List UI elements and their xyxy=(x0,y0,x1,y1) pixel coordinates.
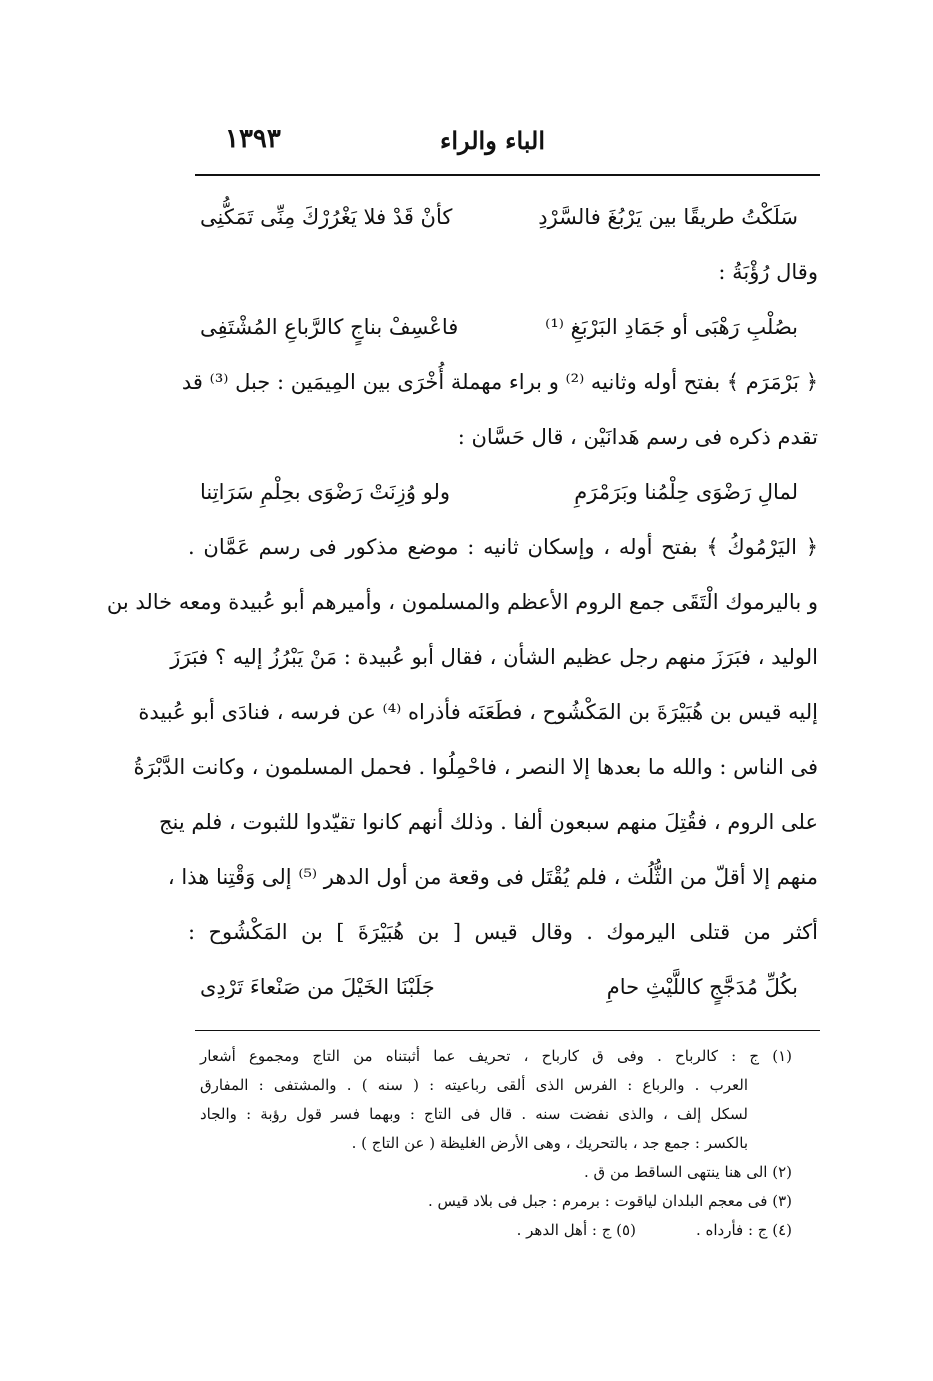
verse-line xyxy=(188,465,818,520)
text-line: وقال رُؤْبَةُ : xyxy=(718,260,818,284)
footnote-item: (٥) ج : أهل الدهر . xyxy=(516,1221,636,1239)
footnote-line: (١) ج : كالرباح . وفى ق كارباح ، تحريف عما أثبتناه من التاج ومجموع أشعار xyxy=(200,1047,792,1065)
text-line: ﴿ بَرْمَرَم ﴾ بفتح أوله وثانيه ⁽²⁾ و براء مهملة أُخْرَى بين المِيمَين : جبل ⁽³⁾ قد xyxy=(181,370,818,394)
running-title: الباء والراء xyxy=(440,126,545,155)
footnote-line: (٢) الى هنا ينتهى الساقط من ق . xyxy=(584,1163,792,1181)
verse-line xyxy=(188,960,818,1015)
text-line: و باليرموك الْتَقَى جمع الروم الأعظم والمسلمون ، وأميرهم أبو عُبيدة ومعه خالد بن xyxy=(106,590,818,614)
verse-line xyxy=(188,300,818,355)
page-number: ١٣٩٣ xyxy=(225,124,281,154)
footnote-item: (٤) ج : فأرداه . xyxy=(695,1221,792,1239)
text-line: ﴿ اليَرْمُوكُ ﴾ بفتح أوله ، وإسكان ثانيه : موضع مذكور فى رسم عَمَّان . xyxy=(188,535,818,559)
page-header xyxy=(185,120,825,170)
verse-hemistich-left: ولو وُزِنَتْ رَضْوَى بحِلْمِ سَرَاتِنا xyxy=(200,480,451,504)
footnotes xyxy=(200,1042,792,1245)
text-line: تقدم ذكره فى رسم هَدانَيْن ، قال حَسَّان : xyxy=(457,425,818,449)
footnote-rule xyxy=(195,1030,820,1031)
footnote-pair xyxy=(200,1216,792,1245)
main-text xyxy=(106,190,818,1015)
text-line: فى الناس : والله ما بعدها إلا النصر ، فاحْمِلُوا . فحمل المسلمون ، وكانت الدَّبْرَةُ xyxy=(133,755,818,779)
verse-hemistich-left: كأنْ قَدْ فلا يَغْرُرْكَ مِنِّى تَمَكُّنِى xyxy=(200,205,453,229)
verse-hemistich-right: بكُلِّ مُدَجَّجٍ كاللَّيْثِ حامِ xyxy=(606,975,798,999)
text-line: منهم إلا أقلّ من الثُّلُث ، فلم يُقْتَل فى وقعة من أول الدهر ⁽⁵⁾ إلى وَقْتِنا هذا ، xyxy=(167,865,818,889)
footnote-line: لسكل إلف ، والذى نفضت سنه . قال فى التاج : وبهما فسر قول رؤبة : والجاد xyxy=(200,1105,748,1123)
text-line: الوليد ، فبَرَزَ منهم رجل عظيم الشأن ، فقال أبو عُبيدة : مَنْ يَبْرُزُ إليه ؟ فبَرَزَ xyxy=(170,645,818,669)
verse-hemistich-right: بصُلْبِ رَهْبَى أو جَمَادِ البَرْبَغِ ⁽¹⁾ xyxy=(545,315,798,339)
verse-hemistich-left: جَلَبْنَا الخَيْلَ من صَنْعاءَ تَرْدِى xyxy=(200,975,435,999)
verse-hemistich-left: فاعْسِفْ بناجٍ كالرَّباعِ المُشْتَفِى xyxy=(200,315,459,339)
verse-line xyxy=(188,190,818,245)
verse-hemistich-right: سَلَكْتُ طريقًا بين يَرْبُغَ فالسَّرْدِ xyxy=(538,205,798,229)
header-rule xyxy=(195,174,820,176)
footnote-line: العرب . والرباع : الفرس الذى ألقى رباعيته : ( سنه ) . والمشتفى : المفارق xyxy=(200,1076,748,1094)
footnote-line: بالكسر : جمع جد ، بالتحريك ، وهى الأرض الغليظة ( عن التاج ) . xyxy=(351,1134,748,1152)
text-line: على الروم ، فقُتِلَ منهم سبعون ألفا . وذلك أنهم كانوا تقيّدوا للثبوت ، فلم ينج xyxy=(158,810,818,834)
text-line: إليه قيس بن هُبَيْرَةَ بن المَكْشُوح ، فطَعَنَه فأذراه ⁽⁴⁾ عن فرسه ، فنادَى أبو عُبيدة xyxy=(138,700,818,724)
text-line: أكثر من قتلى اليرموك . وقال قيس [ بن هُبَيْرَةَ ] بن المَكْشُوح : xyxy=(188,920,818,944)
footnote-line: (٣) فى معجم البلدان لياقوت : برمرم : جبل فى بلاد قيس . xyxy=(428,1192,792,1210)
verse-hemistich-right: لمالِ رَضْوَى حِلْمُنا وبَرَمْرَمِ xyxy=(574,480,798,504)
